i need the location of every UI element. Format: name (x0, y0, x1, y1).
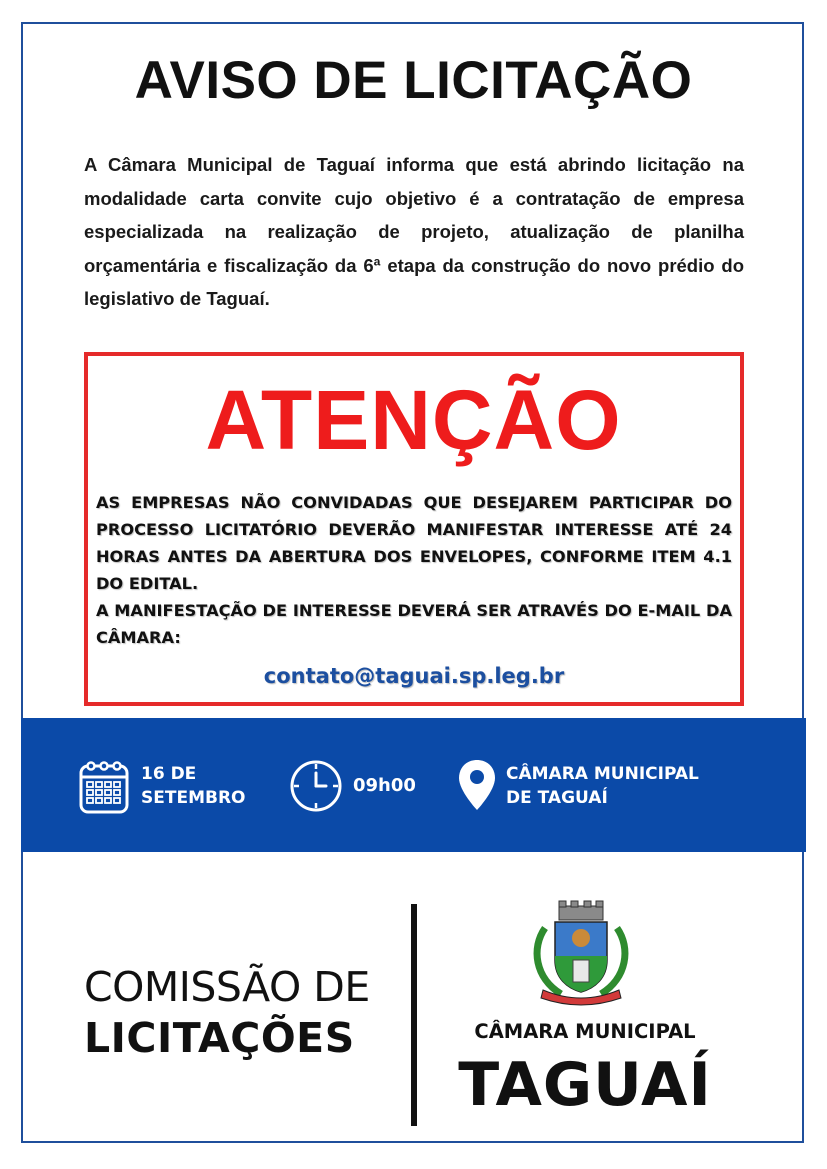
event-place (506, 762, 699, 810)
attention-paragraph-1: AS EMPRESAS NÃO CONVIDADAS QUE DESEJAREM PARTICIPAR DO PROCESSO LICITATÓRIO DEVERÃO MANIFESTAR INTERESSE ATÉ 24 HORAS ANTES DA ABERTURA DOS ENVELOPES, CONFORME ITEM 4.1 DO EDITAL. (96, 493, 732, 593)
event-place-line-2: DE TAGUAÍ (506, 788, 608, 808)
page-title: AVISO DE LICITAÇÃO (134, 51, 693, 110)
committee-heading: COMISSÃO DE (84, 963, 370, 1011)
committee-name: LICITAÇÕES (84, 1014, 355, 1062)
event-time: 09h00 (353, 775, 416, 796)
chamber-label: CÂMARA MUNICIPAL (474, 1020, 696, 1043)
attention-paragraph-2: A MANIFESTAÇÃO DE INTERESSE DEVERÁ SER ATRAVÉS DO E-MAIL DA CÂMARA: (96, 601, 732, 647)
attention-notice (96, 489, 732, 651)
municipal-crest-icon (521, 898, 641, 1008)
event-date-line-1: 16 DE (141, 764, 197, 784)
attention-title: ATENÇÃO (205, 373, 622, 467)
event-place-line-1: CÂMARA MUNICIPAL (506, 764, 699, 784)
event-date-line-2: SETEMBRO (141, 788, 246, 808)
chamber-name: TAGUAÍ (458, 1050, 712, 1120)
contact-email[interactable]: contato@taguai.sp.leg.br (263, 664, 565, 688)
clock-icon (288, 758, 344, 814)
calendar-icon (78, 758, 130, 816)
footer-divider (411, 904, 417, 1126)
event-date (141, 762, 245, 810)
location-pin-icon (457, 758, 497, 812)
intro-paragraph: A Câmara Municipal de Taguaí informa que está abrindo licitação na modalidade carta convite cujo objetivo é a contratação de empresa especializada na realização de projeto, atualização de planilha orçamentária e fiscalização da 6ª etapa da construção do novo prédio do legislativo de Taguaí. (84, 154, 744, 309)
